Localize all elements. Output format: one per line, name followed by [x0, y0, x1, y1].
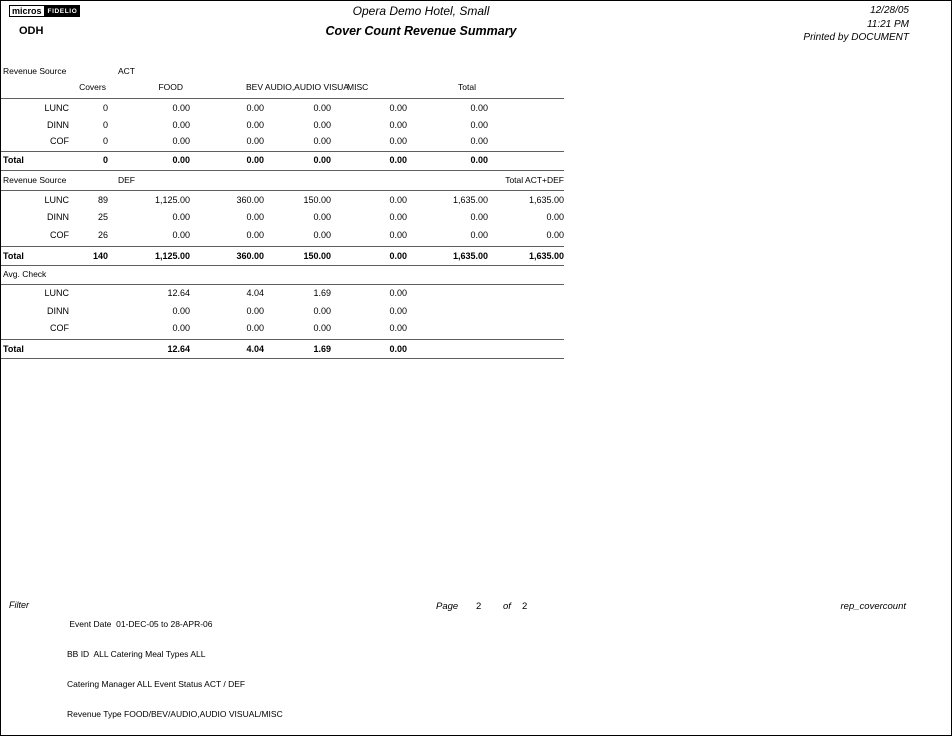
- total-column-header: Total: [458, 82, 476, 92]
- printed-by: Printed by DOCUMENT: [803, 32, 909, 43]
- food-value: 0.00: [172, 323, 190, 333]
- misc-value: 0.00: [389, 120, 407, 130]
- total-act-def-value: 0.00: [546, 230, 564, 240]
- food-value: 0.00: [172, 103, 190, 113]
- covers-value: 0: [102, 155, 108, 165]
- meal-type-label: DINN: [47, 120, 69, 130]
- total-value: 1,635.00: [452, 195, 488, 205]
- covers-value: 140: [92, 251, 108, 261]
- total-value: 0.00: [470, 212, 488, 222]
- act-row-cof: [1, 136, 564, 147]
- covers-column-header: Covers: [79, 82, 106, 92]
- report-id: rep_covercount: [840, 601, 906, 612]
- print-time: 11:21 PM: [866, 18, 909, 30]
- print-info: [803, 4, 909, 45]
- def-row-cof: [1, 230, 564, 241]
- revenue-source-label: Revenue Source: [3, 66, 67, 76]
- food-column-header: FOOD: [158, 82, 183, 92]
- filter-line-event-date: Event Date 01-DEC-05 to 28-APR-06: [67, 619, 213, 629]
- total-value: 0.00: [470, 103, 488, 113]
- act-row-dinn: [1, 120, 564, 131]
- total-value: 0.00: [470, 230, 488, 240]
- bev-value: 0.00: [246, 212, 264, 222]
- total-value: 0.00: [470, 120, 488, 130]
- total-act-def-value: 1,635.00: [528, 195, 564, 205]
- misc-value: 0.00: [389, 136, 407, 146]
- meal-type-label: COF: [50, 136, 69, 146]
- audio-visual-value: 0.00: [313, 323, 331, 333]
- covers-value: 25: [97, 212, 108, 222]
- misc-value: 0.00: [389, 155, 407, 165]
- page-total: 2: [522, 601, 528, 612]
- revenue-source-def: DEF: [118, 175, 135, 185]
- misc-value: 0.00: [389, 306, 407, 316]
- divider-line: [1, 98, 564, 99]
- total-value: 1,635.00: [452, 251, 488, 261]
- food-value: 0.00: [172, 212, 190, 222]
- filter-line-bb-id: BB ID ALL Catering Meal Types ALL: [67, 649, 206, 659]
- misc-value: 0.00: [389, 212, 407, 222]
- food-value: 0.00: [172, 230, 190, 240]
- food-value: 1,125.00: [154, 251, 190, 261]
- meal-type-label: LUNC: [44, 103, 69, 113]
- divider-line: [1, 190, 564, 191]
- misc-value: 0.00: [389, 103, 407, 113]
- divider-line: [1, 246, 564, 247]
- empty-cell: [69, 306, 108, 317]
- food-value: 12.64: [167, 344, 190, 354]
- revenue-source-act: ACT: [118, 66, 135, 76]
- food-value: 0.00: [172, 155, 190, 165]
- filter-criteria: [67, 599, 283, 736]
- divider-line: [1, 358, 564, 359]
- def-row-lunc: [1, 195, 564, 206]
- misc-value: 0.00: [389, 195, 407, 205]
- bev-value: 360.00: [236, 251, 264, 261]
- empty-cell: [69, 344, 108, 355]
- misc-value: 0.00: [389, 251, 407, 261]
- food-value: 0.00: [172, 120, 190, 130]
- divider-line: [1, 151, 564, 152]
- empty-cell: [69, 323, 108, 334]
- audio-visual-value: 0.00: [313, 212, 331, 222]
- report-title: Cover Count Revenue Summary: [325, 24, 517, 38]
- page-of-label: of: [503, 601, 511, 612]
- avg-check-section-label: Avg. Check: [3, 269, 47, 279]
- covers-value: 0: [102, 120, 108, 130]
- def-total-row: [1, 251, 564, 262]
- bev-value: 4.04: [246, 344, 264, 354]
- food-value: 1,125.00: [154, 195, 190, 205]
- filter-line-revenue-type: Revenue Type FOOD/BEV/AUDIO,AUDIO VISUAL/MISC: [67, 709, 283, 719]
- micros-logo-text: micros: [9, 5, 45, 17]
- bev-value: 0.00: [246, 230, 264, 240]
- audio-visual-value: 0.00: [313, 103, 331, 113]
- filter-label: Filter: [9, 600, 29, 610]
- audio-visual-value: 150.00: [303, 195, 331, 205]
- total-act-def-value: 0.00: [546, 212, 564, 222]
- divider-line: [1, 284, 564, 285]
- avg-total-row: [1, 344, 564, 355]
- total-act-def-value: 1,635.00: [528, 251, 564, 261]
- misc-value: 0.00: [389, 323, 407, 333]
- total-row-label: Total: [3, 344, 24, 354]
- bev-value: 4.04: [246, 288, 264, 298]
- avg-row-dinn: [1, 306, 564, 317]
- fidelio-logo-text: FIDELIO: [45, 5, 81, 17]
- audio-visual-value: 0.00: [313, 155, 331, 165]
- bev-audio-visual-column-header: BEV AUDIO,AUDIO VISUA: [246, 82, 349, 92]
- covers-value: 0: [102, 103, 108, 113]
- covers-value: 89: [97, 195, 108, 205]
- meal-type-label: LUNC: [44, 195, 69, 205]
- misc-value: 0.00: [389, 230, 407, 240]
- bev-value: 0.00: [246, 120, 264, 130]
- total-row-label: Total: [3, 155, 24, 165]
- column-headers: [1, 82, 564, 93]
- total-act-def-column-header: Total ACT+DEF: [505, 175, 564, 185]
- audio-visual-value: 0.00: [313, 230, 331, 240]
- avg-row-lunc: [1, 288, 564, 299]
- hotel-name: Opera Demo Hotel, Small: [352, 4, 490, 18]
- total-value: 0.00: [470, 136, 488, 146]
- avg-row-cof: [1, 323, 564, 334]
- total-value: 0.00: [470, 155, 488, 165]
- meal-type-label: DINN: [47, 306, 69, 316]
- bev-value: 360.00: [236, 195, 264, 205]
- empty-cell: [69, 288, 108, 299]
- act-row-lunc: [1, 103, 564, 114]
- food-value: 0.00: [172, 306, 190, 316]
- bev-value: 0.00: [246, 155, 264, 165]
- page-label: Page: [436, 601, 459, 612]
- page-number: 2: [476, 601, 482, 612]
- print-date: 12/28/05: [870, 5, 909, 16]
- property-code: ODH: [19, 25, 44, 37]
- total-row-label: Total: [3, 251, 24, 261]
- meal-type-label: COF: [50, 323, 69, 333]
- divider-line: [1, 265, 564, 266]
- covers-value: 0: [102, 136, 108, 146]
- meal-type-label: DINN: [47, 212, 69, 222]
- bev-value: 0.00: [246, 136, 264, 146]
- bev-value: 0.00: [246, 306, 264, 316]
- divider-line: [1, 170, 564, 171]
- filter-line-catering-manager: Catering Manager ALL Event Status ACT / DEF: [67, 679, 246, 689]
- food-value: 0.00: [172, 136, 190, 146]
- meal-type-label: COF: [50, 230, 69, 240]
- act-section-header: [1, 66, 564, 77]
- bev-value: 0.00: [246, 103, 264, 113]
- misc-column-header: MISC: [347, 82, 369, 92]
- def-section-header: [1, 175, 564, 186]
- divider-line: [1, 339, 564, 340]
- audio-visual-value: 150.00: [303, 251, 331, 261]
- audio-visual-value: 0.00: [313, 136, 331, 146]
- meal-type-label: LUNC: [44, 288, 69, 298]
- act-total-row: [1, 155, 564, 166]
- audio-visual-value: 0.00: [313, 306, 331, 316]
- misc-value: 0.00: [389, 288, 407, 298]
- def-row-dinn: [1, 212, 564, 223]
- audio-visual-value: 1.69: [313, 344, 331, 354]
- revenue-source-label: Revenue Source: [3, 175, 67, 185]
- audio-visual-value: 0.00: [313, 120, 331, 130]
- food-value: 12.64: [167, 288, 190, 298]
- audio-visual-value: 1.69: [313, 288, 331, 298]
- bev-value: 0.00: [246, 323, 264, 333]
- misc-value: 0.00: [389, 344, 407, 354]
- covers-value: 26: [97, 230, 108, 240]
